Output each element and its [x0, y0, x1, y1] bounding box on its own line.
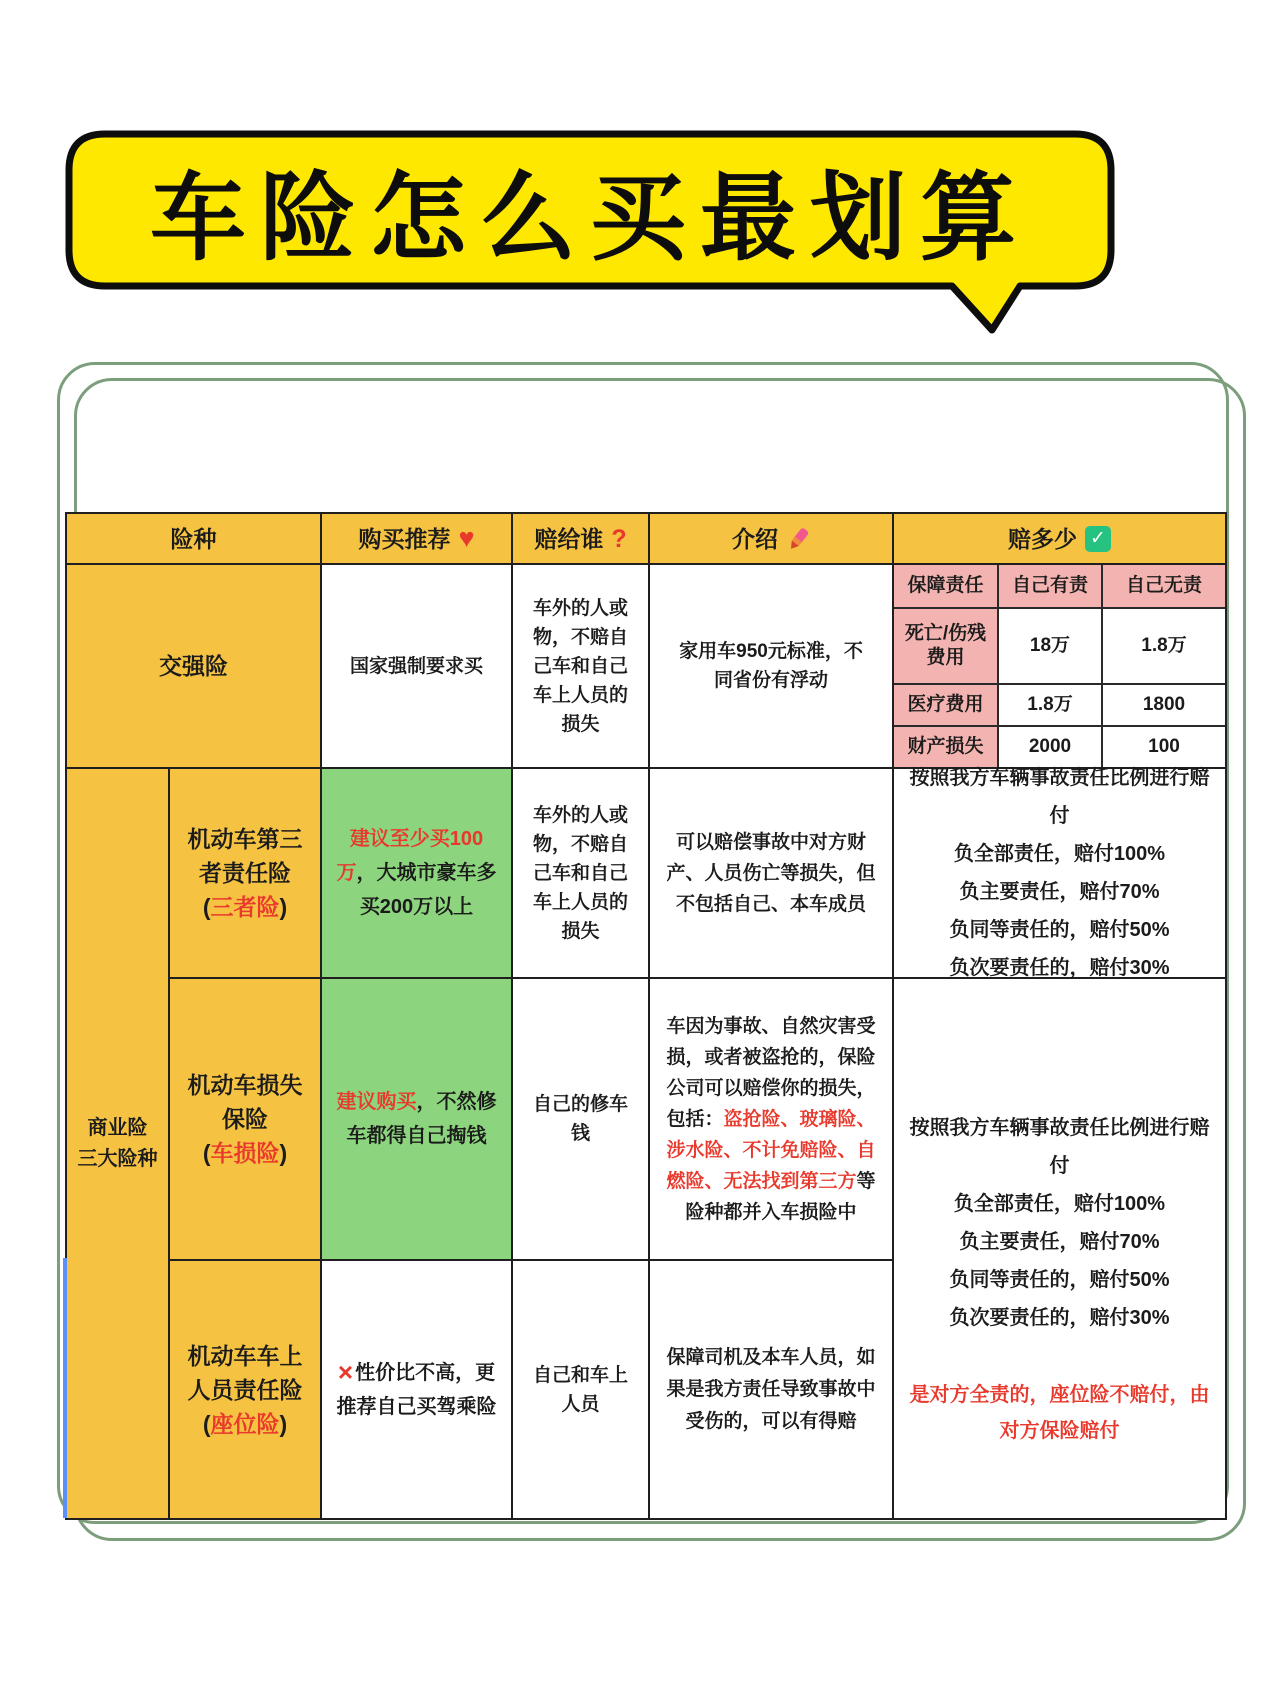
- csx-buy-text: 建议购买，不然修车都得自己掏钱: [336, 1091, 497, 1147]
- jqx-payout-subtable: [894, 565, 1225, 767]
- zwx-buy-text: × 性价比不高，更推荐自己买驾乘险: [336, 1357, 497, 1418]
- header-payout-label: 赔多少: [1008, 525, 1077, 552]
- row-csx-intro: [650, 979, 894, 1261]
- zwx-alias: (座位险): [202, 1410, 288, 1437]
- szx-payout-line: 负主要责任，赔付70%: [959, 881, 1160, 903]
- szx-buy-text: 建议至少买100万，大城市豪车多买200万以上: [336, 828, 497, 918]
- row-jqx-payout: [894, 565, 1225, 769]
- merged-payout-red-note: 是对方全责的，座位险不赔付，由对方保险赔付: [909, 1383, 1210, 1442]
- szx-payout-line: 按照我方车辆事故责任比例进行赔付: [909, 767, 1210, 827]
- subtable-medical-no-fault: 1800: [1103, 683, 1225, 725]
- row-zwx-name: [170, 1261, 322, 1518]
- header-who-label: 赔给谁: [534, 525, 604, 552]
- row-zwx-who: [513, 1261, 650, 1518]
- row-jqx-name: [67, 565, 322, 769]
- row-csx-who: [513, 979, 650, 1261]
- szx-name-line2: 者责任险: [199, 860, 291, 886]
- row-zwx-intro: [650, 1261, 894, 1518]
- subtable-header-with-fault: 自己有责: [999, 565, 1103, 607]
- merged-payout-line: 负次要责任的，赔付30%: [949, 1306, 1170, 1329]
- jqx-buy-text: 国家强制要求买: [349, 655, 483, 677]
- header-introduction: [650, 514, 894, 565]
- group-commercial-insurance: [67, 769, 170, 1518]
- header-pay-how-much: [894, 514, 1225, 565]
- page-title: 车险怎么买最划算: [150, 164, 1030, 272]
- left-edge-blue-line: [63, 1258, 67, 1518]
- row-jqx-who: [513, 565, 650, 769]
- row-szx-intro: [650, 769, 894, 979]
- zwx-who-text: 自己和车上人员: [532, 1364, 628, 1415]
- pencil-icon: [786, 526, 810, 552]
- subtable-death-label: 死亡/伤残费用: [894, 607, 999, 683]
- header-insurance-type: [67, 514, 322, 565]
- csx-intro-text: 车因为事故、自然灾害受损，或者被盗抢的，保险公司可以赔偿你的损失，包括：盗抢险、玻璃险、涉水险、不计免赔险、自燃险、无法找到第三方等险种都并入车损险中: [666, 1015, 876, 1223]
- jqx-who-text: 车外的人或物，不赔自己车和自己车上人员的损失: [532, 597, 628, 735]
- subtable-property-no-fault: 100: [1103, 725, 1225, 767]
- zwx-name-line1: 机动车车上: [187, 1342, 303, 1369]
- szx-payout-line: 负次要责任的，赔付30%: [949, 957, 1170, 979]
- merged-payout-line: 负主要责任，赔付70%: [959, 1230, 1160, 1253]
- header-insurance-type-label: 险种: [170, 525, 217, 552]
- szx-payout-line: 负同等责任的，赔付50%: [949, 919, 1170, 941]
- header-pay-to-whom: [513, 514, 650, 565]
- cross-icon: ×: [337, 1357, 354, 1387]
- csx-name-line1: 机动车损失: [187, 1072, 303, 1098]
- row-zwx-buy: [322, 1261, 513, 1518]
- group-label-line2: 三大险种: [77, 1147, 158, 1170]
- szx-name-line1: 机动车第三: [187, 826, 303, 852]
- group-label-line1: 商业险: [87, 1116, 148, 1139]
- row-szx-who: [513, 769, 650, 979]
- insurance-table: [65, 512, 1227, 1520]
- csx-who-text: 自己的修车钱: [532, 1094, 628, 1144]
- merged-payout-line: 按照我方车辆事故责任比例进行赔付: [909, 1116, 1210, 1177]
- subtable-death-no-fault: 1.8万: [1103, 607, 1225, 683]
- header-buy-recommendation: [322, 514, 513, 565]
- merged-payout-line: 负同等责任的，赔付50%: [949, 1268, 1170, 1291]
- subtable-property-with-fault: 2000: [999, 725, 1103, 767]
- merged-payout-cell: [894, 979, 1225, 1518]
- row-jqx-intro: [650, 565, 894, 769]
- row-szx-payout: [894, 769, 1225, 979]
- subtable-header-no-fault: 自己无责: [1103, 565, 1225, 607]
- zwx-intro-text: 保障司机及本车人员，如果是我方责任导致事故中受伤的，可以有得赔: [666, 1346, 876, 1432]
- row-szx-buy: [322, 769, 513, 979]
- jqx-intro-text: 家用车950元标准，不同省份有浮动: [679, 641, 863, 691]
- row-jqx-buy: [322, 565, 513, 769]
- check-icon: ✓: [1085, 526, 1111, 552]
- row-csx-name: [170, 979, 322, 1261]
- row-csx-buy: [322, 979, 513, 1261]
- row-szx-name: [170, 769, 322, 979]
- zwx-name-line2: 人员责任险: [187, 1376, 303, 1403]
- subtable-property-label: 财产损失: [894, 725, 999, 767]
- subtable-medical-with-fault: 1.8万: [999, 683, 1103, 725]
- jqx-name-label: 交强险: [159, 653, 228, 679]
- szx-alias: (三者险): [202, 894, 288, 920]
- csx-alias: (车损险): [202, 1140, 288, 1166]
- subtable-header-liability: 保障责任: [894, 565, 999, 607]
- merged-payout-lines: [902, 1109, 1217, 1337]
- szx-payout-line: 负全部责任，赔付100%: [953, 843, 1166, 865]
- merged-payout-line: 负全部责任，赔付100%: [953, 1192, 1166, 1215]
- question-mark-icon: ?: [611, 524, 627, 553]
- szx-intro-text: 可以赔偿事故中对方财产、人员伤亡等损失，但不包括自己、本车成员: [666, 831, 876, 915]
- csx-name-line2: 保险: [222, 1106, 268, 1132]
- header-buy-label: 购买推荐: [358, 525, 451, 552]
- header-intro-label: 介绍: [732, 525, 778, 552]
- szx-who-text: 车外的人或物，不赔自己车和自己车上人员的损失: [532, 804, 628, 942]
- subtable-death-with-fault: 18万: [999, 607, 1103, 683]
- subtable-medical-label: 医疗费用: [894, 683, 999, 725]
- heart-icon: ♥: [458, 523, 475, 553]
